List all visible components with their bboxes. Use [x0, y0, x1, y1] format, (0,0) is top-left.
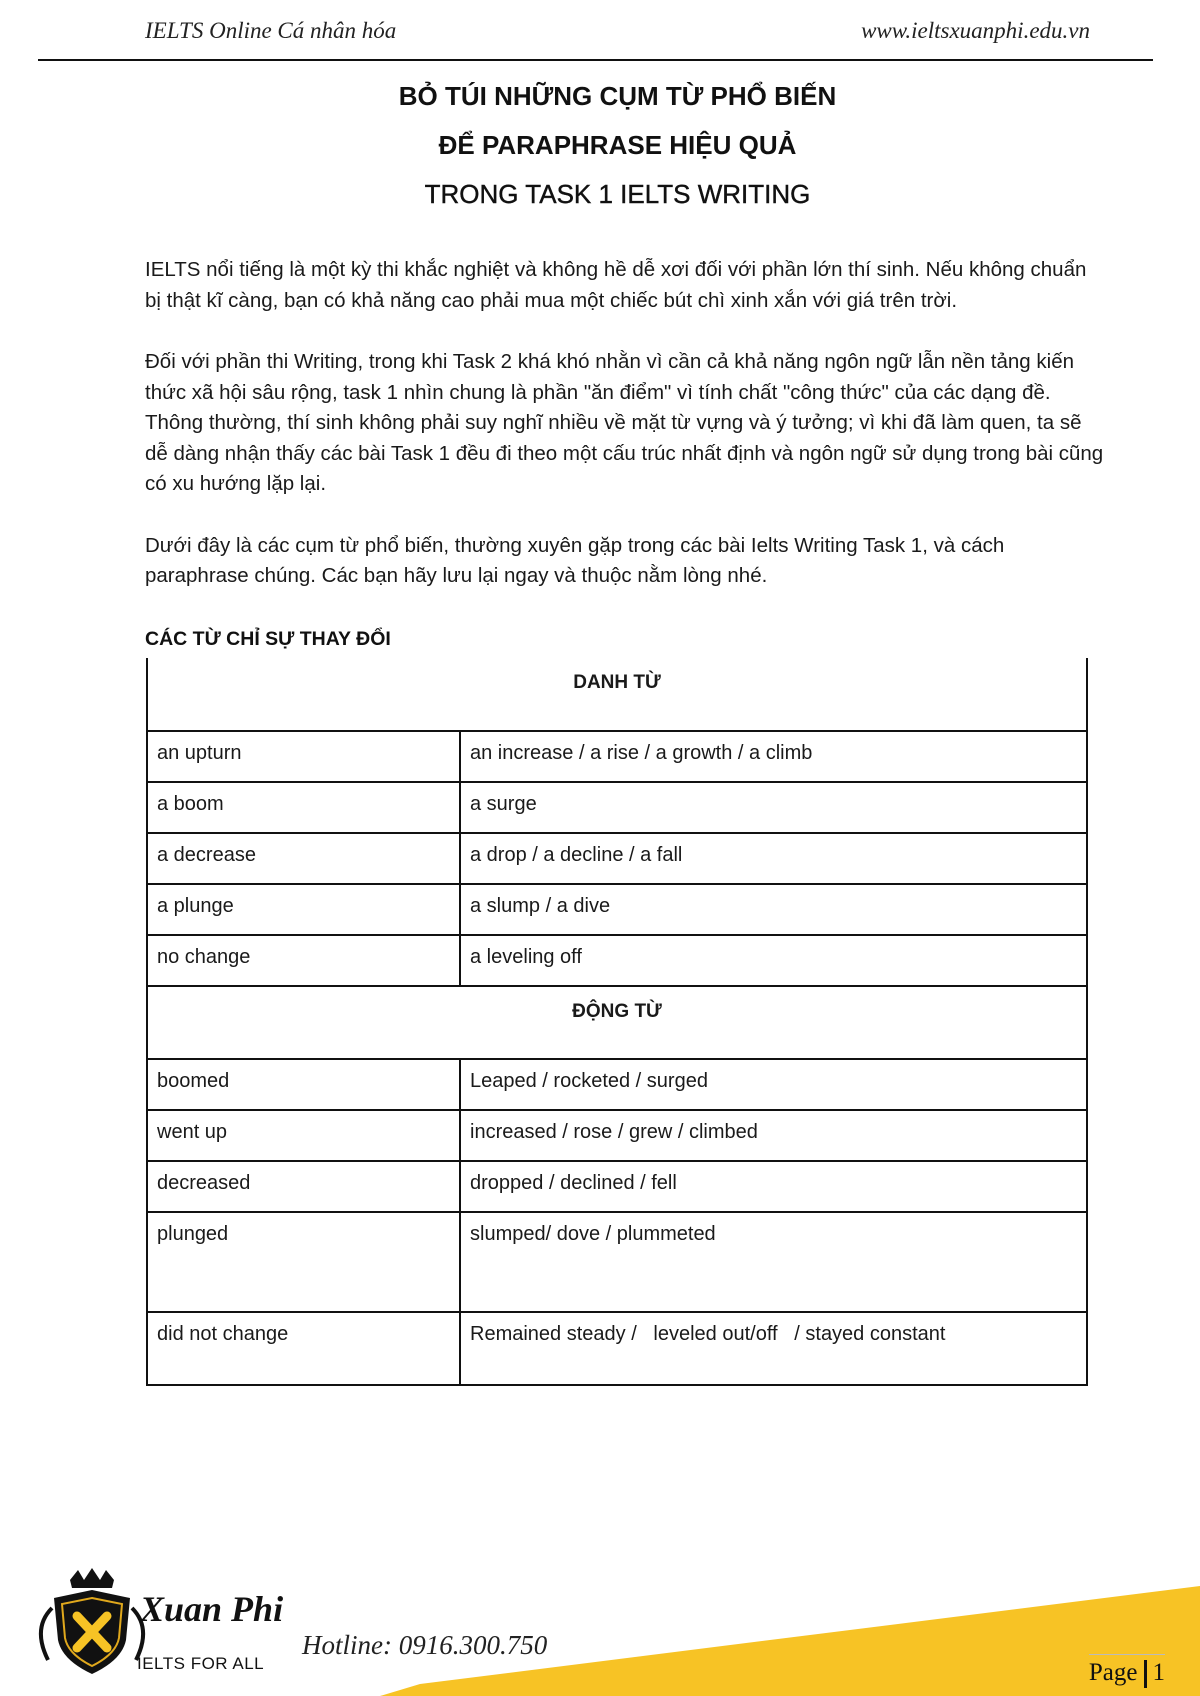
- table-row: [147, 1212, 1087, 1312]
- intro-paragraph-2: Đối với phần thi Writing, trong khi Task 2 khá khó nhằn vì cần cả khả năng ngôn ngữ lẫn nền tảng kiến thức xã hội sâu rộng, task 1 nhìn chung là phần "ăn điểm" vì tính chất "công thức" của các dạng đề. Thông thường, thí sinh không phải suy nghĩ nhiều về mặt từ vựng và ý tưởng; vì khi đã làm quen, ta sẽ dễ dàng nhận thấy các bài Task 1 đều đi theo một cấu trúc nhất định và ngôn ngữ sử dụng trong bài cũng có xu hướng lặp lại.: [145, 350, 1104, 495]
- table-row: [147, 1059, 1087, 1110]
- vocabulary-table: [146, 658, 1088, 1386]
- table-row: [147, 833, 1087, 884]
- paraphrase-cell: a drop / a decline / a fall: [460, 833, 1087, 884]
- term-cell: a plunge: [147, 884, 460, 935]
- nouns-header: DANH TỪ: [147, 658, 1087, 731]
- table-row: [147, 731, 1087, 782]
- term-cell: no change: [147, 935, 460, 986]
- crown-icon: [70, 1568, 114, 1588]
- header-divider: [38, 59, 1153, 61]
- table-row: [147, 782, 1087, 833]
- paraphrase-cell: Leaped / rocketed / surged: [460, 1059, 1087, 1110]
- term-cell: decreased: [147, 1161, 460, 1212]
- term-cell: went up: [147, 1110, 460, 1161]
- table-row: [147, 1312, 1087, 1385]
- paraphrase-cell: increased / rose / grew / climbed: [460, 1110, 1087, 1161]
- table-row: [147, 935, 1087, 986]
- paraphrase-cell: a leveling off: [460, 935, 1087, 986]
- term-cell: a decrease: [147, 833, 460, 884]
- title-line-3: TRONG TASK 1 IELTS WRITING: [424, 179, 811, 209]
- page-label: Page: [1088, 1658, 1138, 1686]
- title-line-1: BỎ TÚI NHỮNG CỤM TỪ PHỔ BIẾN: [398, 81, 837, 111]
- title-line-2: ĐỂ PARAPHRASE HIỆU QUẢ: [438, 130, 797, 160]
- table-row: [147, 1161, 1087, 1212]
- term-cell: plunged: [147, 1212, 460, 1312]
- intro-content: [145, 255, 1105, 623]
- page-separator: [1144, 1660, 1147, 1688]
- verbs-header-row: [147, 986, 1087, 1059]
- table-row: [147, 1110, 1087, 1161]
- intro-paragraph-1: IELTS nổi tiếng là một kỳ thi khắc nghiệt và không hề dễ xơi đối với phần lớn thí sinh. Nếu không chuẩn bị thật kĩ càng, bạn có khả năng cao phải mua một chiếc bút chì xinh xắn với giá trên trời.: [145, 258, 1087, 312]
- header-website-link[interactable]: www.ieltsxuanphi.edu.vn: [861, 18, 1090, 43]
- nouns-header-row: [147, 658, 1087, 731]
- paraphrase-cell: a surge: [460, 782, 1087, 833]
- paraphrase-cell: an increase / a rise / a growth / a climb: [460, 731, 1087, 782]
- page-number: [1089, 1654, 1165, 1688]
- term-cell: did not change: [147, 1312, 460, 1385]
- paraphrase-cell: a slump / a dive: [460, 884, 1087, 935]
- term-cell: a boom: [147, 782, 460, 833]
- paraphrase-cell: Remained steady / leveled out/off / stayed constant: [460, 1312, 1087, 1385]
- page-number-value: 1: [1152, 1658, 1165, 1686]
- paraphrase-cell: dropped / declined / fell: [460, 1161, 1087, 1212]
- document-title: [0, 72, 1200, 219]
- paraphrase-cell: slumped/ dove / plummeted: [460, 1212, 1087, 1312]
- term-cell: boomed: [147, 1059, 460, 1110]
- intro-paragraph-3: Dưới đây là các cụm từ phổ biến, thường xuyên gặp trong các bài Ielts Writing Task 1, và cách paraphrase chúng. Các bạn hãy lưu lại ngay và thuộc nằm lòng nhé.: [145, 533, 1005, 587]
- term-cell: an upturn: [147, 731, 460, 782]
- logo-brand-text: Xuan Phi: [140, 1589, 284, 1629]
- section-title: CÁC TỪ CHỈ SỰ THAY ĐỔI: [145, 628, 391, 650]
- verbs-header: ĐỘNG TỪ: [147, 986, 1087, 1059]
- logo-tagline: IELTS FOR ALL: [137, 1654, 265, 1673]
- shield-icon: [54, 1590, 130, 1674]
- hotline-text: Hotline: 0916.300.750: [302, 1630, 548, 1660]
- table-row: [147, 884, 1087, 935]
- header-left-text: IELTS Online Cá nhân hóa: [145, 18, 397, 43]
